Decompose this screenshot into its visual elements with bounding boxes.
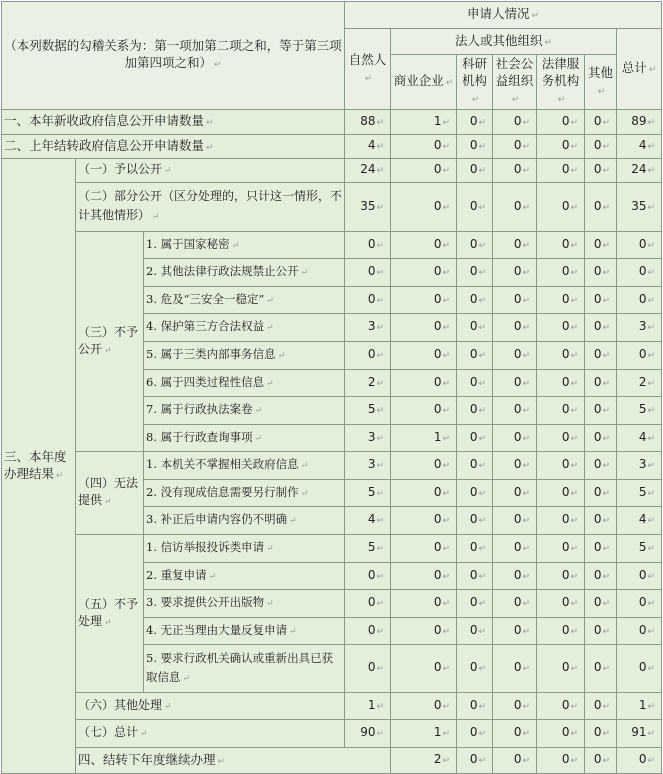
row-label: （二）部分公开（区分处理的，只计这一情形，不计其他情形） ↵ <box>76 183 345 232</box>
value-cell: 2 ↵ <box>391 748 457 774</box>
value-cell: 0 ↵ <box>493 645 537 693</box>
value-cell: 2 ↵ <box>345 370 391 397</box>
row-label: 8. 属于行政查询事项 ↵ <box>144 425 345 452</box>
value-cell: 0 ↵ <box>585 314 617 342</box>
value-cell: 0 ↵ <box>537 590 585 618</box>
value-cell: 0 ↵ <box>537 314 585 342</box>
value-cell: 5 ↵ <box>345 535 391 563</box>
value-cell: 0 ↵ <box>493 397 537 425</box>
value-cell: 0 ↵ <box>493 232 537 259</box>
value-cell: 0 ↵ <box>391 507 457 535</box>
value-cell: 0 ↵ <box>537 110 585 135</box>
value-cell: 0 ↵ <box>457 110 493 135</box>
value-cell: 0 ↵ <box>617 287 662 314</box>
value-cell: 0 ↵ <box>537 370 585 397</box>
table-row <box>2 720 662 748</box>
value-cell: 0 ↵ <box>493 342 537 370</box>
section-3-label: 三、本年度办理结果 ↵ <box>2 159 76 774</box>
value-cell: 4 ↵ <box>345 507 391 535</box>
value-cell: 4 ↵ <box>345 135 391 159</box>
value-cell: 0 ↵ <box>493 693 537 720</box>
value-cell: 0 ↵ <box>585 618 617 645</box>
lawfirm-label: 法律服务机构 ↵ <box>542 56 580 105</box>
value-cell: 1 ↵ <box>391 110 457 135</box>
value-cell: 90 ↵ <box>345 720 391 748</box>
value-cell: 0 ↵ <box>617 590 662 618</box>
table-row <box>2 183 662 232</box>
value-cell: 0 ↵ <box>391 535 457 563</box>
value-cell: 0 ↵ <box>391 370 457 397</box>
group-5-label: （五）不予处理 ↵ <box>76 535 144 693</box>
legal-entity-label: 法人或其他组织 ↵ <box>455 33 552 48</box>
value-cell: 0 ↵ <box>617 259 662 287</box>
value-cell: 0 ↵ <box>493 110 537 135</box>
value-cell: 91 ↵ <box>617 720 662 748</box>
value-cell: 3 ↵ <box>617 314 662 342</box>
value-cell: 0 ↵ <box>493 183 537 232</box>
row-label: （六）其他处理 ↵ <box>76 693 345 720</box>
value-cell: 0 ↵ <box>585 159 617 183</box>
value-cell: 0 ↵ <box>585 693 617 720</box>
row-label: 一、本年新收政府信息公开申请数量 ↵ <box>2 110 345 135</box>
value-cell: 0 ↵ <box>537 183 585 232</box>
value-cell: 88 ↵ <box>345 110 391 135</box>
value-cell: 0 ↵ <box>617 563 662 590</box>
total-header <box>617 29 662 110</box>
value-cell: 0 ↵ <box>585 135 617 159</box>
table-row <box>2 135 662 159</box>
row-label: （一）予以公开 ↵ <box>76 159 345 183</box>
table-row <box>2 748 662 774</box>
row-label: 3. 危及“三安全一稳定” ↵ <box>144 287 345 314</box>
value-cell: 0 ↵ <box>457 618 493 645</box>
value-cell: 1 ↵ <box>391 720 457 748</box>
value-cell: 0 ↵ <box>457 480 493 507</box>
other-label: 其他 ↵ <box>588 65 613 97</box>
value-cell: 0 ↵ <box>345 563 391 590</box>
row-label: 2. 重复申请 ↵ <box>144 563 345 590</box>
value-cell: 0 ↵ <box>457 590 493 618</box>
value-cell: 0 ↵ <box>391 645 457 693</box>
value-cell: 0 ↵ <box>493 590 537 618</box>
value-cell: 0 ↵ <box>537 563 585 590</box>
value-cell: 0 ↵ <box>617 618 662 645</box>
value-cell: 0 ↵ <box>585 370 617 397</box>
value-cell: 0 ↵ <box>457 232 493 259</box>
row-label: 2. 没有现成信息需要另行制作 ↵ <box>144 480 345 507</box>
value-cell: 5 ↵ <box>617 480 662 507</box>
business-header <box>391 55 457 110</box>
value-cell: 0 ↵ <box>617 232 662 259</box>
value-cell: 0 ↵ <box>457 370 493 397</box>
row-label: 4. 无正当理由大量反复申请 ↵ <box>144 618 345 645</box>
value-cell: 0 ↵ <box>457 507 493 535</box>
row-label: 3. 补正后申请内容仍不明确 ↵ <box>144 507 345 535</box>
value-cell: 1 ↵ <box>391 425 457 452</box>
value-cell: 0 ↵ <box>537 645 585 693</box>
natural-person-label: 自然人 ↵ <box>349 52 387 84</box>
value-cell: 0 ↵ <box>585 452 617 480</box>
value-cell: 0 ↵ <box>617 342 662 370</box>
business-label: 商业企业 ↵ <box>394 73 454 88</box>
value-cell: 0 ↵ <box>345 232 391 259</box>
row-label: 5. 要求行政机关确认或重新出具已获取信息 ↵ <box>144 645 345 693</box>
value-cell: 0 ↵ <box>585 397 617 425</box>
value-cell: 0 ↵ <box>493 452 537 480</box>
value-cell: 0 ↵ <box>617 748 662 774</box>
value-cell: 0 ↵ <box>391 342 457 370</box>
row-label: 1. 属于国家秘密 ↵ <box>144 232 345 259</box>
value-cell: 0 ↵ <box>493 720 537 748</box>
value-cell: 0 ↵ <box>457 259 493 287</box>
value-cell: 0 ↵ <box>345 645 391 693</box>
note-cell <box>2 2 345 110</box>
value-cell: 0 ↵ <box>457 287 493 314</box>
value-cell: 4 ↵ <box>617 425 662 452</box>
value-cell: 0 ↵ <box>493 535 537 563</box>
applicant-label: 申请人情况 ↵ <box>467 6 539 21</box>
table-row <box>2 232 662 259</box>
value-cell: 0 ↵ <box>457 452 493 480</box>
group-4-label: （四）无法提供 ↵ <box>76 452 144 535</box>
value-cell: 0 ↵ <box>493 480 537 507</box>
group-3-label: （三）不予公开 ↵ <box>76 232 144 452</box>
value-cell: 0 ↵ <box>493 507 537 535</box>
value-cell: 0 ↵ <box>345 259 391 287</box>
natural-person-header <box>345 29 391 110</box>
value-cell: 0 ↵ <box>617 645 662 693</box>
value-cell: 0 ↵ <box>391 287 457 314</box>
value-cell: 0 ↵ <box>585 507 617 535</box>
value-cell: 0 ↵ <box>391 618 457 645</box>
applicant-header <box>345 2 662 29</box>
value-cell: 0 ↵ <box>457 397 493 425</box>
value-cell: 0 ↵ <box>457 425 493 452</box>
value-cell: 0 ↵ <box>585 342 617 370</box>
other-header <box>585 55 617 110</box>
value-cell: 0 ↵ <box>537 480 585 507</box>
value-cell: 0 ↵ <box>585 480 617 507</box>
social-header <box>493 55 537 110</box>
value-cell: 0 ↵ <box>537 259 585 287</box>
value-cell: 0 ↵ <box>345 287 391 314</box>
value-cell: 0 ↵ <box>391 159 457 183</box>
social-label: 社会公益组织 ↵ <box>496 56 534 105</box>
value-cell: 0 ↵ <box>585 590 617 618</box>
value-cell: 0 ↵ <box>457 342 493 370</box>
value-cell: 3 ↵ <box>345 452 391 480</box>
value-cell: 0 ↵ <box>391 563 457 590</box>
value-cell: 0 ↵ <box>493 314 537 342</box>
legal-entity-header <box>391 29 617 55</box>
value-cell: 0 ↵ <box>345 618 391 645</box>
value-cell: 0 ↵ <box>457 645 493 693</box>
value-cell: 35 ↵ <box>617 183 662 232</box>
value-cell: 0 ↵ <box>457 183 493 232</box>
value-cell: 3 ↵ <box>617 452 662 480</box>
value-cell: 0 ↵ <box>391 452 457 480</box>
value-cell: 0 ↵ <box>493 748 537 774</box>
research-label: 科研机构 ↵ <box>462 56 487 105</box>
value-cell: 0 ↵ <box>585 110 617 135</box>
value-cell: 0 ↵ <box>391 693 457 720</box>
value-cell: 0 ↵ <box>457 314 493 342</box>
value-cell: 0 ↵ <box>537 232 585 259</box>
value-cell: 5 ↵ <box>617 535 662 563</box>
value-cell: 0 ↵ <box>537 287 585 314</box>
table-row <box>2 693 662 720</box>
row-label: 2. 其他法律行政法规禁止公开 ↵ <box>144 259 345 287</box>
value-cell: 0 ↵ <box>457 159 493 183</box>
value-cell: 0 ↵ <box>537 452 585 480</box>
value-cell: 3 ↵ <box>345 425 391 452</box>
value-cell: 0 ↵ <box>585 232 617 259</box>
value-cell: 0 ↵ <box>585 287 617 314</box>
value-cell: 0 ↵ <box>585 720 617 748</box>
row-label: 1. 信访举报投诉类申请 ↵ <box>144 535 345 563</box>
value-cell: 1 ↵ <box>345 693 391 720</box>
value-cell: 0 ↵ <box>493 287 537 314</box>
table-row <box>2 535 662 563</box>
value-cell: 0 ↵ <box>345 342 391 370</box>
value-cell: 0 ↵ <box>457 135 493 159</box>
info-disclosure-table <box>1 1 662 774</box>
value-cell: 0 ↵ <box>537 618 585 645</box>
value-cell: 4 ↵ <box>617 135 662 159</box>
row-label: 二、上年结转政府信息公开申请数量 ↵ <box>2 135 345 159</box>
row-label: 四、结转下年度继续办理 ↵ <box>76 748 391 774</box>
value-cell: 0 ↵ <box>391 397 457 425</box>
value-cell: 0 ↵ <box>537 693 585 720</box>
table-row <box>2 110 662 135</box>
value-cell: 0 ↵ <box>457 748 493 774</box>
value-cell: 0 ↵ <box>537 748 585 774</box>
value-cell: 0 ↵ <box>537 720 585 748</box>
value-cell: 89 ↵ <box>617 110 662 135</box>
value-cell: 0 ↵ <box>457 693 493 720</box>
value-cell: 5 ↵ <box>617 397 662 425</box>
value-cell: 0 ↵ <box>537 397 585 425</box>
row-label: 3. 要求提供公开出版物 ↵ <box>144 590 345 618</box>
value-cell: 0 ↵ <box>585 183 617 232</box>
value-cell: 0 ↵ <box>493 563 537 590</box>
value-cell: 2 ↵ <box>617 370 662 397</box>
value-cell: 0 ↵ <box>493 370 537 397</box>
research-header <box>457 55 493 110</box>
value-cell: 5 ↵ <box>345 397 391 425</box>
table-row <box>2 159 662 183</box>
value-cell: 0 ↵ <box>391 314 457 342</box>
row-label: 1. 本机关不掌握相关政府信息 ↵ <box>144 452 345 480</box>
row-label: （七）总计 ↵ <box>76 720 345 748</box>
value-cell: 0 ↵ <box>493 135 537 159</box>
value-cell: 0 ↵ <box>537 342 585 370</box>
total-label: 总计 ↵ <box>622 60 657 75</box>
value-cell: 0 ↵ <box>391 590 457 618</box>
value-cell: 1 ↵ <box>617 693 662 720</box>
row-label: 5. 属于三类内部事务信息 ↵ <box>144 342 345 370</box>
value-cell: 0 ↵ <box>537 159 585 183</box>
value-cell: 0 ↵ <box>493 259 537 287</box>
value-cell: 0 ↵ <box>345 590 391 618</box>
lawfirm-header <box>537 55 585 110</box>
value-cell: 5 ↵ <box>345 480 391 507</box>
value-cell: 0 ↵ <box>585 259 617 287</box>
value-cell: 0 ↵ <box>585 563 617 590</box>
value-cell: 0 ↵ <box>585 425 617 452</box>
value-cell: 0 ↵ <box>585 645 617 693</box>
value-cell: 24 ↵ <box>345 159 391 183</box>
value-cell: 0 ↵ <box>391 480 457 507</box>
value-cell: 0 ↵ <box>457 535 493 563</box>
value-cell: 3 ↵ <box>345 314 391 342</box>
value-cell: 0 ↵ <box>391 135 457 159</box>
value-cell: 0 ↵ <box>585 535 617 563</box>
value-cell: 0 ↵ <box>493 159 537 183</box>
value-cell: 0 ↵ <box>457 563 493 590</box>
value-cell: 4 ↵ <box>617 507 662 535</box>
value-cell: 0 ↵ <box>457 720 493 748</box>
value-cell: 24 ↵ <box>617 159 662 183</box>
value-cell: 0 ↵ <box>493 425 537 452</box>
value-cell: 0 ↵ <box>537 425 585 452</box>
value-cell: 0 ↵ <box>493 618 537 645</box>
value-cell: 0 ↵ <box>537 135 585 159</box>
row-label: 4. 保护第三方合法权益 ↵ <box>144 314 345 342</box>
value-cell: 0 ↵ <box>391 183 457 232</box>
value-cell: 0 ↵ <box>537 535 585 563</box>
value-cell: 0 ↵ <box>537 507 585 535</box>
value-cell: 0 ↵ <box>391 232 457 259</box>
value-cell: 35 ↵ <box>345 183 391 232</box>
value-cell: 0 ↵ <box>391 259 457 287</box>
value-cell: 0 ↵ <box>585 748 617 774</box>
note-text: （本列数据的勾稽关系为：第一项加第二项之和，等于第三项加第四项之和） ↵ <box>4 38 342 70</box>
table-row <box>2 452 662 480</box>
row-label: 7. 属于行政执法案卷 ↵ <box>144 397 345 425</box>
row-label: 6. 属于四类过程性信息 ↵ <box>144 370 345 397</box>
